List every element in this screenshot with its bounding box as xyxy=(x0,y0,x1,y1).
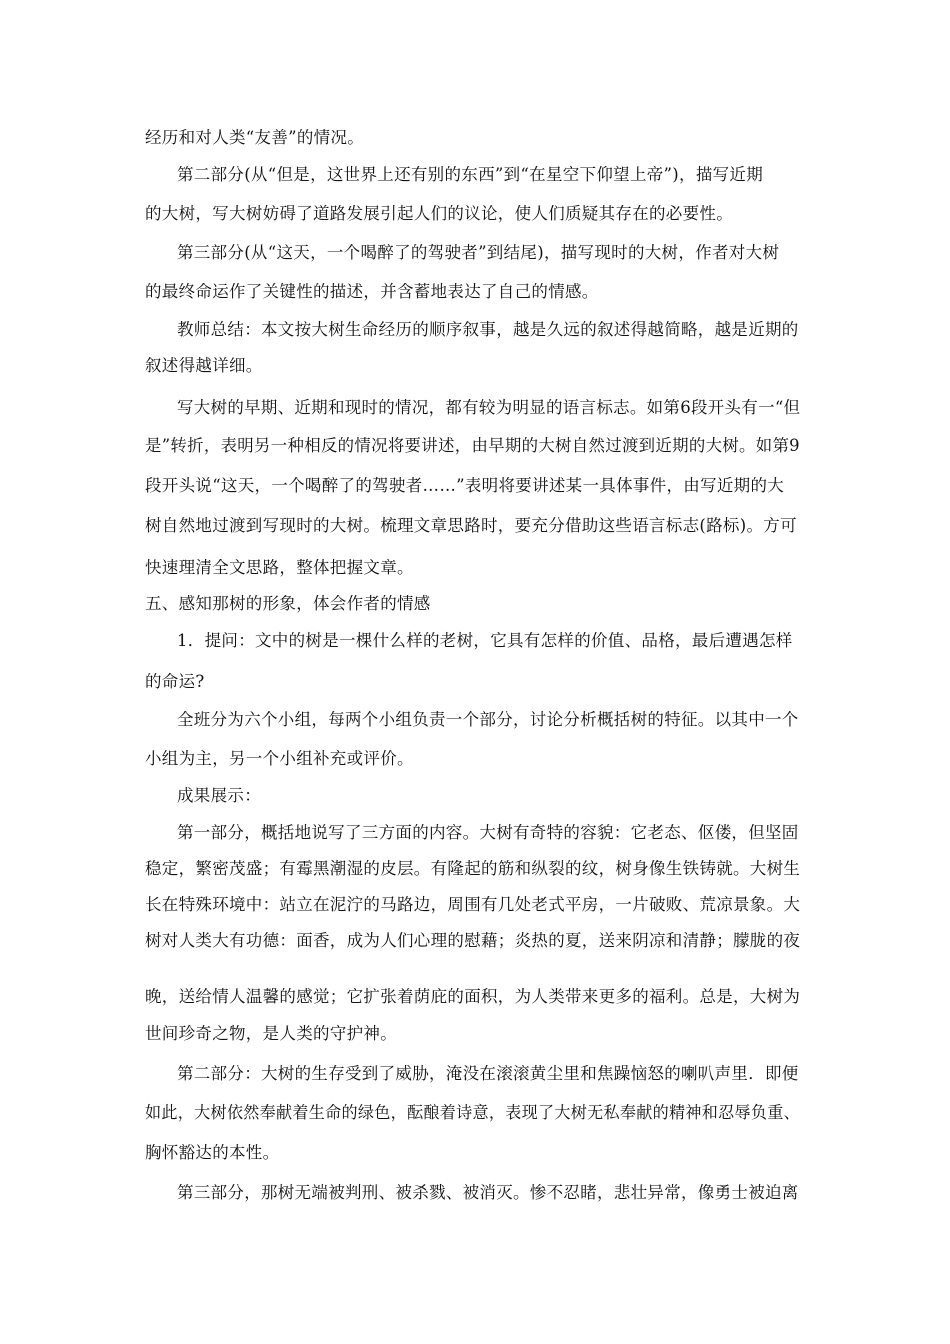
text-line-2: 第二部分(从“但是，这世界上还有别的东西”到“在星空下仰望上帝”)，描写近期 xyxy=(177,165,764,184)
text-line-3: 的大树，写大树妨碍了道路发展引起人们的议论，使人们质疑其存在的必要性。 xyxy=(145,204,733,223)
section-heading: 五、感知那树的形象，体会作者的情感 xyxy=(145,594,431,613)
text-line-22: 树对人类大有功德：面香，成为人们心理的慰藉；炎热的夏，送来阴凉和清静；朦胧的夜 xyxy=(145,931,801,950)
text-line-12: 快速理清全文思路，整体把握文章。 xyxy=(145,558,414,577)
text-line-4: 第三部分(从“这天，一个喝醉了的驾驶者”到结尾)，描写现时的大树，作者对大树 xyxy=(177,243,780,262)
text-line-23b: 晚，送给情人温馨的感觉；它扩张着荫庇的面积，为人类带来更多的福利。总是，大树为 xyxy=(145,987,801,1006)
text-line-9: 是”转折，表明另一种相反的情况将要讲述，由早期的大树自然过渡到近期的大树。如第9 xyxy=(145,436,800,455)
text-line-19: 第一部分，概括地说写了三方面的内容。大树有奇特的容貌：它老态、伛偻，但坚固 xyxy=(177,823,799,842)
text-line-6: 教师总结：本文按大树生命经历的顺序叙事，越是久远的叙述得越简略，越是近期的 xyxy=(177,320,799,339)
text-line-16: 全班分为六个小组，每两个小组负责一个部分，讨论分析概括树的特征。以其中一个 xyxy=(177,710,799,729)
text-line-27: 胸怀豁达的本性。 xyxy=(145,1143,280,1162)
text-line-11: 树自然地过渡到写现时的大树。梳理文章思路时，要充分借助这些语言标志(路标)。方可 xyxy=(145,516,797,535)
text-line-1: 经历和对人类“友善”的情况。 xyxy=(145,128,365,147)
text-line-18: 成果展示： xyxy=(177,786,261,805)
text-line-7: 叙述得越详细。 xyxy=(145,356,263,375)
text-line-25: 第二部分：大树的生存受到了威胁，淹没在滚滚黄尘里和焦躁恼怒的喇叭声里．即便 xyxy=(177,1064,799,1083)
text-line-21: 长在特殊环境中：站立在泥泞的马路边，周围有几处老式平房，一片破败、荒凉景象。大 xyxy=(145,895,801,914)
text-line-17: 小组为主，另一个小组补充或评价。 xyxy=(145,749,414,768)
text-line-26: 如此，大树依然奉献着生命的绿色，酝酿着诗意，表现了大树无私奉献的精神和忍辱负重、 xyxy=(145,1103,800,1122)
text-line-5: 的最终命运作了关键性的描述，并含蓄地表达了自己的情感。 xyxy=(145,282,599,301)
text-line-14: 1．提问：文中的树是一棵什么样的老树，它具有怎样的价值、品格，最后遭遇怎样 xyxy=(177,631,793,650)
text-line-8: 写大树的早期、近期和现时的情况，都有较为明显的语言标志。如第6段开头有一“但 xyxy=(177,398,801,417)
text-line-24: 世间珍奇之物，是人类的守护神。 xyxy=(145,1024,397,1043)
text-line-28: 第三部分，那树无端被判刑、被杀戮、被消灭。惨不忍睹，悲壮异常，像勇士被迫离 xyxy=(177,1183,799,1202)
text-line-15: 的命运? xyxy=(145,672,205,691)
text-line-20: 稳定，繁密茂盛；有霉黑潮湿的皮层。有隆起的筋和纵裂的纹，树身像生铁铸就。大树生 xyxy=(145,859,801,878)
text-line-10: 段开头说“这天，一个喝醉了的驾驶者……”表明将要讲述某一具体事件，由写近期的大 xyxy=(145,476,785,495)
